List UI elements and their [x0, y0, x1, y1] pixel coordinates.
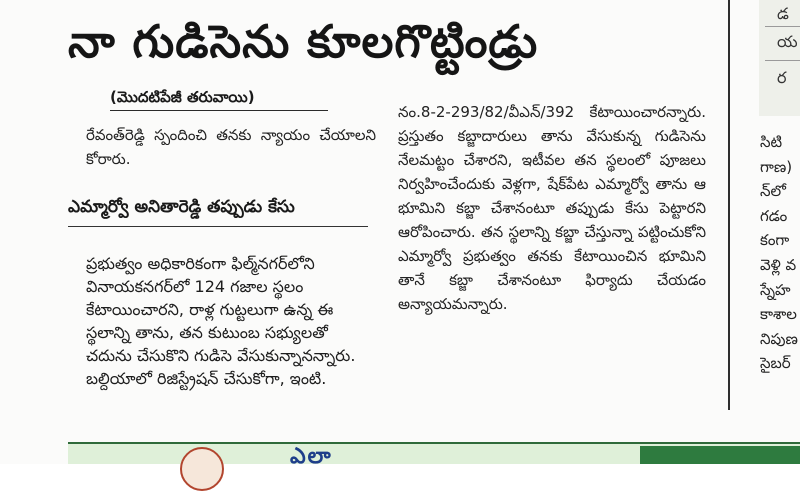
middle-paragraph: నం.8-2-293/82/వీఎన్‌/392 కేటాయించారన్నారు. ప్రస్తుతం కబ్జాదారులు తాను వేసుకున్న గుడిసెను నేలమట్టం చేశారని, ఇటీవల తన స్థలంలో పూజలు నిర్వహించేందుకు వెళ్లగా, షేక్‌పేట ఎమ్మార్వో తాను ఆ భూమిని కబ్జా చేశానంటూ తప్పుడు కేసు పెట్టారని ఆరోపించారు. తన స్థలాన్ని కబ్జా చేస్తున్నా పట్టించుకోని ఎమ్మార్వో ప్రభుత్వం తనకు కేటాయించిన భూమిని తానే కబ్జా చేశానంటూ ఫిర్యాదు చేయడం అన్యాయమన్నారు. — [398, 103, 706, 313]
continued-label: (మొదటిపేజీ తరువాయి) — [110, 88, 255, 106]
left-column-top — [86, 123, 376, 171]
box-line-2: య — [777, 32, 798, 51]
box-line-1: డ — [777, 4, 789, 23]
box-line-3: ర — [777, 68, 787, 87]
right-line: సైబర్‌ — [760, 354, 791, 373]
box-rule-1 — [765, 26, 800, 27]
right-line: కంగా — [760, 231, 790, 250]
subheading-underline — [68, 226, 368, 227]
ad-stripe — [640, 446, 800, 464]
right-info-box — [759, 0, 800, 116]
continued-underline — [110, 110, 328, 111]
middle-column — [398, 100, 706, 316]
article-headline: నా గుడిసెను కూలగొట్టిండ్రు — [68, 15, 539, 68]
right-line: నిపుణ — [760, 329, 798, 348]
right-line: కాశాల — [760, 305, 797, 324]
left-paragraph-2: ప్రభుత్వం అధికారికంగా ఫిల్మ్‌నగర్‌లోని వినాయకనగర్‌లో 124 గజాల స్థలం కేటాయించారని, రాళ్ల గుట్టలుగా ఉన్న ఈ స్థలాన్ని తాను, తన కుటుంబ సభ్యులతో చదును చేసుకొని గుడిసె వేసుకున్నానన్నారు. బల్దియాలో రిజిస్ట్రేషన్‌ చేసుకోగా, ఇంటి. — [86, 254, 356, 388]
column-divider — [728, 0, 730, 410]
right-line: న్‌లో — [760, 182, 786, 201]
right-column-fragment — [760, 130, 800, 376]
ad-emblem-icon — [180, 447, 224, 491]
subheading: ఎమ్మార్వో అనితారెడ్డి తప్పుడు కేసు — [68, 197, 295, 217]
right-line: వెళ్లి వ — [760, 255, 797, 274]
box-rule-2 — [765, 60, 800, 61]
right-line: సిటి — [760, 133, 783, 151]
left-paragraph-1: రేవంత్‌రెడ్డి స్పందించి తనకు న్యాయం చేయాలని కోరారు. — [86, 126, 376, 168]
right-line: గడం — [760, 206, 788, 225]
right-line: గాణ) — [760, 157, 793, 176]
right-line: స్నేహ — [760, 280, 791, 299]
ad-text: ఎలా — [290, 444, 333, 469]
left-column-body — [86, 238, 376, 408]
